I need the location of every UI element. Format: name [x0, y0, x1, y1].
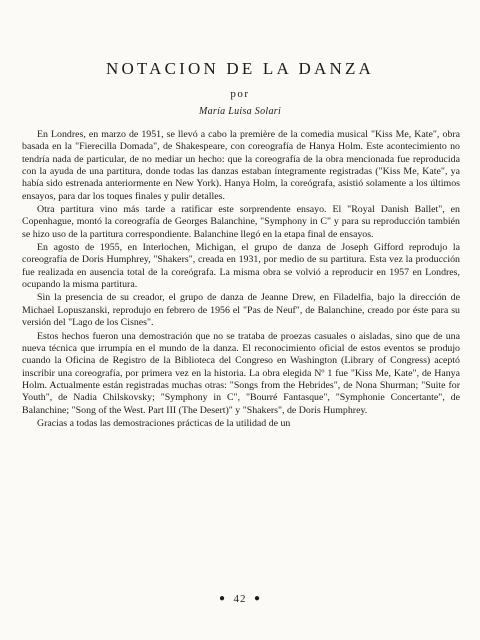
- bullet-ornament-left: ●: [218, 593, 226, 604]
- paragraph-4: Sin la presencia de su creador, el grupo de danza de Jeanne Drew, en Filadelfia, bajo la dirección de Michael Lopuszanski, reprodujo en febrero de 1956 el "Pas de Neuf", de Balanchine, creado por éste para su versión del "Lago de los Cisnes".: [22, 292, 460, 329]
- byline-prefix: por: [230, 88, 250, 100]
- article-title: NOTACION DE LA DANZA: [105, 59, 375, 79]
- author-name: María Luisa Solari: [198, 106, 282, 117]
- bullet-ornament-right: ●: [254, 593, 262, 604]
- paragraph-2: Otra partitura vino más tarde a ratificar este sorprendente ensayo. El "Royal Danish Ballet", en Copenhague, montó la coreografía de Georges Balanchine, "Symphony in C" y para su reproducción también se hizo uso de la partitura correspondiente. Balanchine llegó en la etapa final de ensayos.: [22, 204, 460, 240]
- paragraph-5: Estos hechos fueron una demostración que no se trataba de proezas casuales o aisladas, sino que de una nueva técnica que irrumpía en el mundo de la danza. El reconocimiento oficial de estos eventos se produjo cuando la Oficina de Registro de la Biblioteca del Congreso en Washington (Library of Congress) aceptó inscribir una coreografía, por primera vez en la historia. La obra elegida Nº 1 fue "Kiss Me, Kate", de Hanya Holm. Actualmente están registradas muchas otras: "Songs from the Hebrides", de Nona Shurman; "Suite for Youth", de Nadia Chilskovsky; "Symphony in C", "Bourré Fantasque", "Symphonie Concertante", de Balanchine; "Song of the West. Part III (The Desert)" y "Shakers", de Doris Humphrey.: [22, 330, 460, 416]
- page-number: 42: [233, 593, 247, 605]
- page-number-footer: [0, 593, 480, 605]
- paragraph-6: Gracias a todas las demostraciones prácticas de la utilidad de un: [37, 417, 291, 429]
- paragraph-1: En Londres, en marzo de 1951, se llevó a cabo la première de la comedia musical "Kiss Me, Kate", obra basada en la "Fierecilla Domada", de Shakespeare, con coreografía de Hanya Holm. Este acontecimiento no tendría nada de particular, de no mediar un hecho: que la coreografía de la obra mencionada fue reproducida con la ayuda de una partitura, donde todas las danzas estaban íntegramente registradas ("Kiss Me, Kate", ya había sido estrenada anteriormente en New York). Hanya Holm, la coreógrafa, asistió solamente a los últimos ensayos, para dar los toques finales y pulir detalles.: [22, 129, 460, 202]
- paragraph-3: En agosto de 1955, en Interlochen, Michigan, el grupo de danza de Joseph Gifford reprodujo la coreografía de Doris Humphrey, "Shakers", creada en 1931, por medio de su partitura. Esta vez la producción fue realizada en ausencia total de la coreógrafa. La misma obra se volvió a reproducir en 1957 en Londres, ocupando la misma partitura.: [22, 242, 460, 291]
- article-body: [22, 129, 460, 431]
